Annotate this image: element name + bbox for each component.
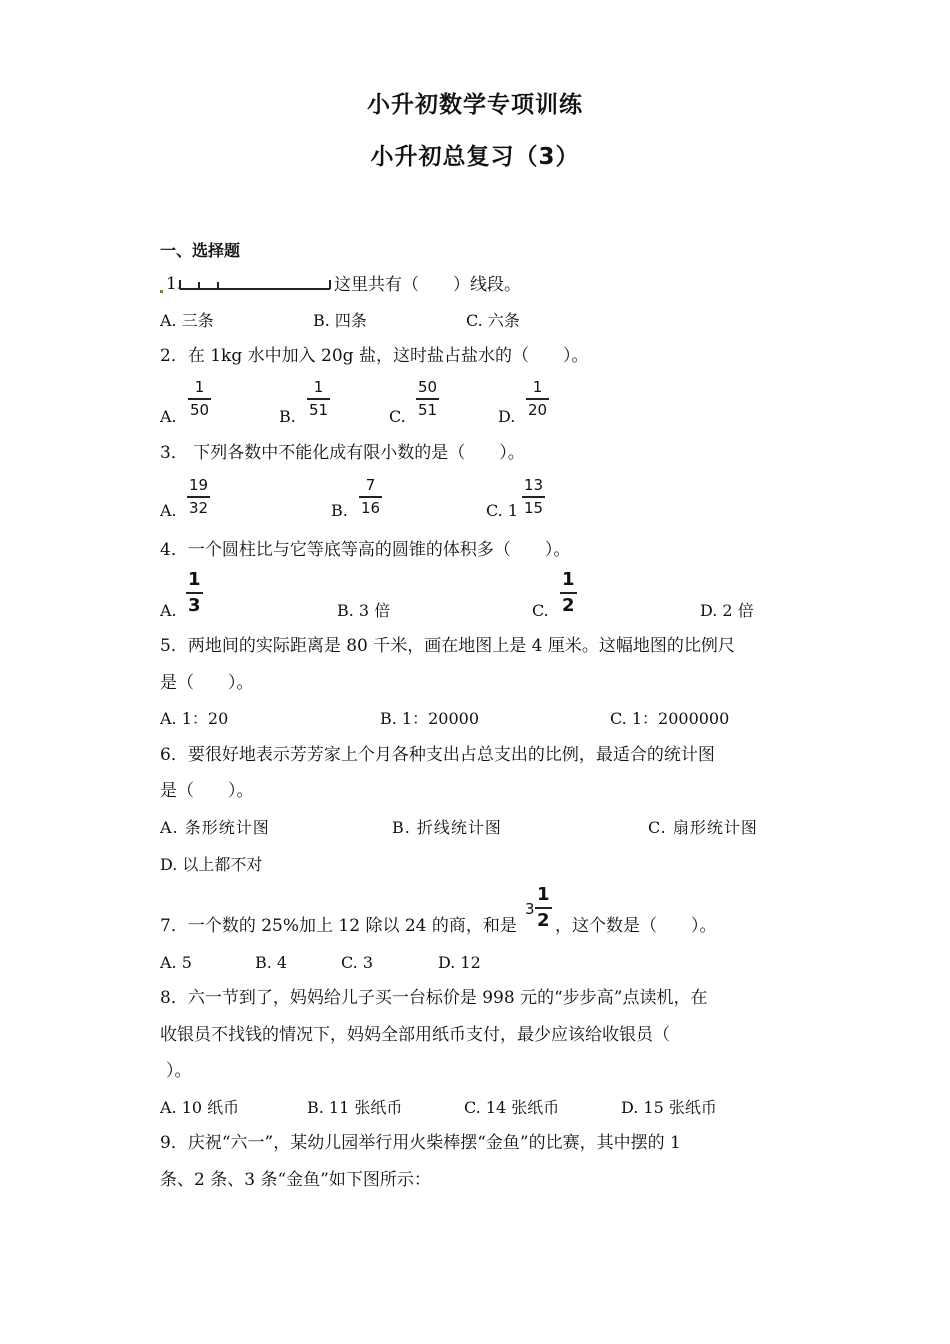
q5-number: 5．: [160, 636, 188, 656]
fraction-denominator: 16: [361, 498, 381, 517]
q1-number: 1．: [166, 274, 194, 294]
q3-label-a: A.: [160, 501, 177, 520]
q6-option-d: D. 以上都不对: [160, 855, 263, 874]
q8-option-c: C. 14 张纸币: [464, 1098, 560, 1117]
q6-stem-continued: 是（ ）。: [160, 781, 254, 801]
q2-fraction-d: [526, 380, 549, 418]
q6-text: [160, 747, 715, 764]
q4-number: 4．: [160, 540, 188, 560]
fraction-denominator: 50: [190, 400, 210, 419]
q4-option-b: B. 3 倍: [337, 601, 391, 620]
fraction-denominator: 15: [524, 498, 544, 517]
q3-number: 3．: [160, 443, 188, 463]
q8-option-a: A. 10 纸币: [160, 1098, 240, 1117]
fraction-numerator: 1: [188, 569, 201, 590]
section-heading: 一、选择题: [160, 241, 241, 260]
q7-stem-after: ，这个数是（ ）。: [555, 916, 717, 936]
q4-text: [160, 542, 570, 559]
q3-stem: 下列各数中不能化成有限小数的是（ ）。: [187, 443, 525, 463]
q4-fraction-a: [186, 571, 203, 615]
q2-text: [160, 348, 588, 365]
q2-label-b: B.: [279, 407, 296, 426]
q7-option-a: A. 5: [160, 953, 192, 972]
q5-option-b: B. 1：20000: [380, 709, 480, 728]
q7-option-b: B. 4: [255, 953, 288, 972]
fraction-numerator: 1: [313, 378, 324, 396]
q9-text: [160, 1135, 681, 1152]
q3-fraction-b: [359, 478, 382, 516]
fraction-denominator: 51: [418, 400, 438, 419]
q5-text: [160, 638, 735, 655]
stray-dot: [160, 290, 163, 293]
fraction-denominator: 3: [188, 594, 201, 616]
fraction-numerator: 7: [365, 476, 376, 494]
worksheet-subtitle: 小升初总复习（3）: [370, 144, 580, 170]
fraction-numerator: 50: [418, 378, 438, 396]
q2-fraction-c: [416, 380, 439, 418]
q7-stem: 一个数的 25%加上 12 除以 24 的商，和是: [187, 916, 517, 936]
q2-fraction-a: [188, 380, 211, 418]
q8-text: [160, 990, 707, 1007]
fraction-denominator: 51: [309, 400, 329, 419]
q9-number: 9．: [160, 1133, 188, 1153]
q4-option-d: D. 2 倍: [700, 601, 754, 620]
q5-option-a: A. 1：20: [160, 709, 229, 728]
q7-mixed-whole: 3: [525, 900, 535, 918]
q7-option-d: D. 12: [438, 953, 481, 972]
q1-option-b: B. 四条: [313, 311, 367, 330]
q2-label-c: C.: [389, 407, 406, 426]
q1-option-a: A. 三条: [160, 311, 214, 330]
q9-stem-continued: 条、2 条、3 条“金鱼”如下图所示：: [160, 1170, 431, 1190]
q8-stem-continued: 收银员不找钱的情况下，妈妈全部用纸币支付，最少应该给收银员（: [160, 1025, 670, 1045]
q4-label-c: C.: [532, 601, 549, 620]
fraction-numerator: 13: [524, 476, 544, 494]
q8-stem: 六一节到了，妈妈给儿子买一台标价是 998 元的“步步高”点读机，在: [187, 988, 708, 1008]
q7-number: 7．: [160, 916, 188, 936]
fraction-denominator: 2: [537, 909, 550, 931]
q2-stem: 在 1kg 水中加入 20g 盐，这时盐占盐水的（ ）。: [187, 346, 589, 366]
q2-label-d: D.: [498, 407, 516, 426]
q3-label-b: B.: [331, 501, 348, 520]
q7-mixed-fraction: [535, 886, 552, 930]
q8-stem-end: ）。: [166, 1061, 192, 1081]
fraction-denominator: 32: [189, 498, 209, 517]
q6-option-c: C. 扇形统计图: [648, 818, 758, 837]
q1-stem: 这里共有（ ）线段。: [334, 275, 521, 295]
q5-option-c: C. 1：2000000: [610, 709, 730, 728]
worksheet-title: 小升初数学专项训练: [367, 92, 583, 118]
fraction-numerator: 1: [562, 569, 575, 590]
q9-stem: 庆祝“六一”，某幼儿园举行用火柴棒摆“金鱼”的比赛，其中摆的 1: [187, 1133, 681, 1153]
q4-stem: 一个圆柱比与它等底等高的圆锥的体积多（ ）。: [187, 540, 571, 560]
q5-stem-continued: 是（ ）。: [160, 673, 254, 693]
fraction-numerator: 1: [532, 378, 543, 396]
q6-option-b: B. 折线统计图: [392, 818, 502, 837]
q3-fraction-a: [187, 478, 210, 516]
q4-label-a: A.: [160, 601, 177, 620]
q5-stem: 两地间的实际距离是 80 千米，画在地图上是 4 厘米。这幅地图的比例尺: [187, 636, 735, 656]
fraction-denominator: 2: [562, 594, 575, 616]
q2-label-a: A.: [160, 407, 177, 426]
line-segment-figure: [174, 276, 334, 294]
q6-number: 6．: [160, 745, 188, 765]
q4-fraction-c: [560, 571, 577, 615]
fraction-numerator: 1: [194, 378, 205, 396]
fraction-numerator: 19: [189, 476, 209, 494]
fraction-numerator: 1: [537, 884, 550, 905]
q8-option-b: B. 11 张纸币: [307, 1098, 403, 1117]
q3-fraction-c: [522, 478, 545, 516]
fraction-denominator: 20: [528, 400, 548, 419]
q2-number: 2．: [160, 346, 188, 366]
q6-stem: 要很好地表示芳芳家上个月各种支出占总支出的比例，最适合的统计图: [187, 745, 715, 765]
q8-number: 8．: [160, 988, 188, 1008]
q8-option-d: D. 15 张纸币: [621, 1098, 717, 1117]
q2-fraction-b: [307, 380, 330, 418]
q3-text: [160, 445, 525, 462]
q1-option-c: C. 六条: [466, 311, 520, 330]
q3-label-c: C. 1: [486, 501, 519, 520]
q7-option-c: C. 3: [341, 953, 374, 972]
q7-text: [160, 918, 517, 935]
q6-option-a: A. 条形统计图: [160, 818, 270, 837]
